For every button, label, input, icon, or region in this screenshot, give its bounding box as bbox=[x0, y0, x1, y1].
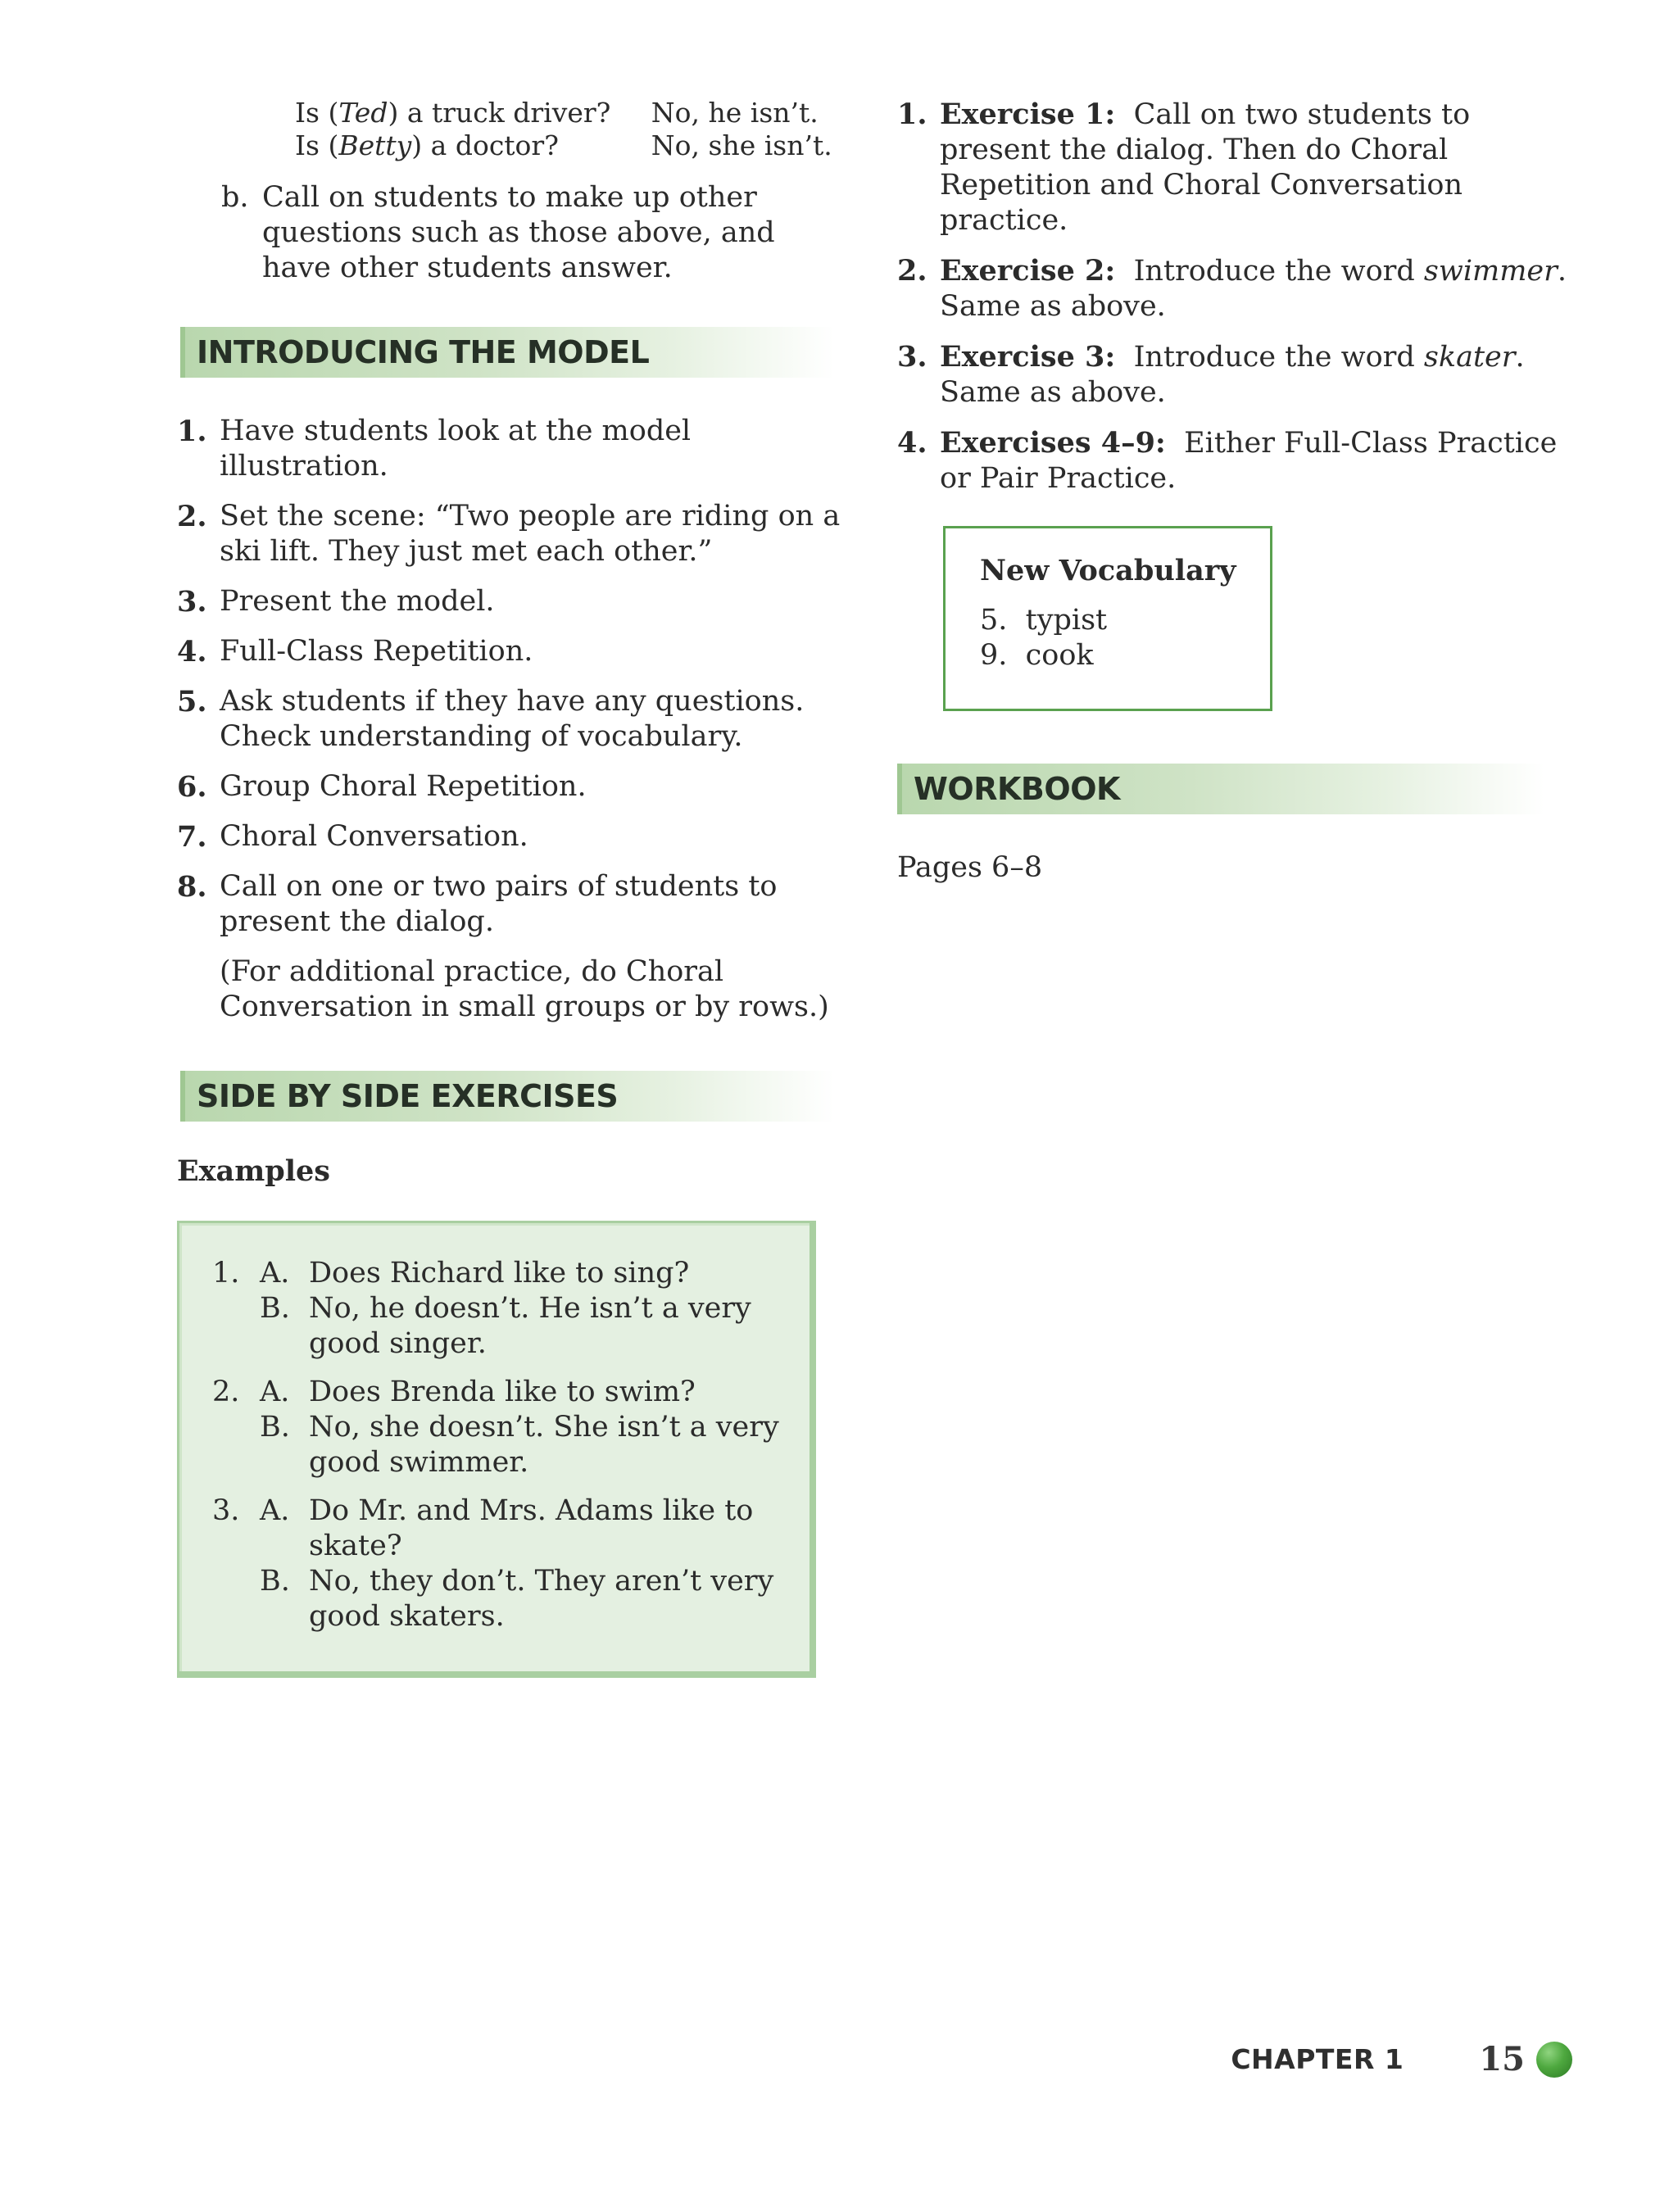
vocabulary-item: 9. cook bbox=[980, 639, 1094, 672]
list-item: 3. Exercise 3: Introduce the word skater. Same as above. bbox=[897, 340, 1525, 409]
list-item: 4. Exercises 4–9: Either Full-Class Practice or Pair Practice. bbox=[897, 426, 1558, 495]
new-vocabulary-box bbox=[943, 526, 1272, 711]
section-header-introducing-model: INTRODUCING THE MODEL bbox=[180, 327, 834, 378]
question-row: Is (Betty) a doctor? No, she isn’t. bbox=[295, 129, 857, 162]
vocabulary-title: New Vocabulary bbox=[980, 554, 1236, 587]
examples-title: Examples bbox=[177, 1154, 330, 1188]
green-dot-icon bbox=[1536, 2042, 1572, 2078]
page-footer bbox=[1231, 2040, 1572, 2078]
page-number: 15 bbox=[1479, 2040, 1525, 2078]
answer: No, he isn’t. bbox=[651, 97, 819, 129]
list-item: 2. Exercise 2: Introduce the word swimmer. Same as above. bbox=[897, 254, 1567, 323]
introducing-steps bbox=[177, 414, 857, 940]
question-row: Is (Ted) a truck driver? No, he isn’t. bbox=[295, 97, 857, 129]
list-item: 1. Have students look at the model illustration. bbox=[177, 415, 692, 483]
right-column bbox=[897, 97, 1577, 886]
section-header-side-by-side: SIDE BY SIDE EXERCISES bbox=[180, 1071, 834, 1122]
list-item: 4. Full-Class Repetition. bbox=[177, 635, 533, 669]
list-item: 8. Call on one or two pairs of students to present the dialog. bbox=[177, 870, 778, 938]
instruction-b: b. Call on students to make up other questions such as those above, and have other students answer. bbox=[221, 181, 775, 284]
example-item: 1. A. Does Richard like to sing? B. No, he doesn’t. He isn’t a very good singer. bbox=[212, 1257, 751, 1360]
left-column bbox=[177, 97, 857, 1678]
section-header-workbook: WORKBOOK bbox=[897, 764, 1544, 814]
example-item: 2. A. Does Brenda like to swim? B. No, she doesn’t. She isn’t a very good swimmer. bbox=[212, 1376, 779, 1479]
list-item: 7. Choral Conversation. bbox=[177, 820, 528, 854]
practice-note: (For additional practice, do Choral Conversation in small groups or by rows.) bbox=[220, 955, 829, 1023]
chapter-label: CHAPTER 1 bbox=[1231, 2043, 1404, 2075]
list-item: 1. Exercise 1: Call on two students to present the dialog. Then do Choral Repetition and Choral Conversation practice. bbox=[897, 97, 1471, 237]
list-item: 5. Ask students if they have any questions. Check understanding of vocabulary. bbox=[177, 685, 805, 753]
list-item: 2. Set the scene: “Two people are riding on a ski lift. They just met each other.” bbox=[177, 500, 841, 568]
vocabulary-item: 5. typist bbox=[980, 604, 1108, 637]
example-item: 3. A. Do Mr. and Mrs. Adams like to skate? B. No, they don’t. They aren’t very good skaters. bbox=[212, 1494, 774, 1633]
workbook-pages: Pages 6–8 bbox=[897, 851, 1043, 884]
exercise-steps bbox=[897, 97, 1577, 496]
list-item: 3. Present the model. bbox=[177, 585, 495, 619]
list-item: 6. Group Choral Repetition. bbox=[177, 770, 587, 804]
examples-box bbox=[177, 1221, 816, 1678]
answer: No, she isn’t. bbox=[651, 129, 832, 161]
